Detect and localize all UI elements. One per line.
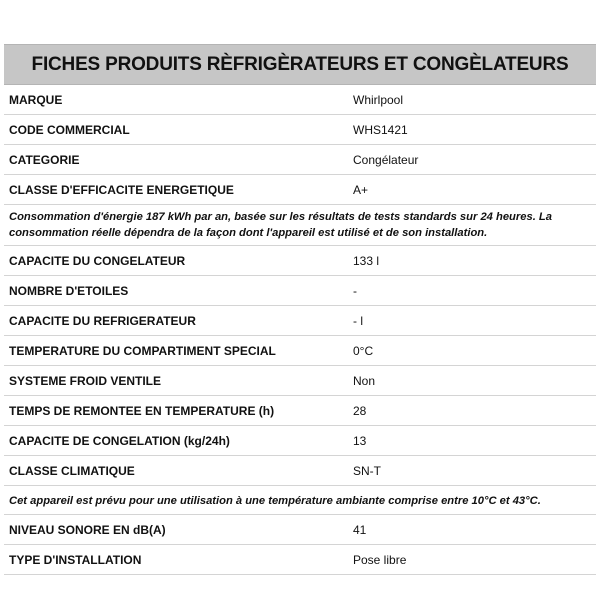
- title-bar: [4, 44, 596, 85]
- spec-row-installation-type: [4, 545, 596, 575]
- spec-label: CLASSE D'EFFICACITE ENERGETIQUE: [9, 182, 234, 197]
- spec-value: -: [353, 283, 357, 298]
- spec-label: CAPACITE DU CONGELATEUR: [9, 253, 186, 268]
- energy-consumption-note: Consommation d'énergie 187 kWh par an, basée sur les résultats de tests standards sur 24 heures. La consommation réelle dépendra de la façon dont l'appareil est utilisé et de son installation.: [4, 205, 596, 246]
- spec-row-freezing-capacity: [4, 426, 596, 456]
- spec-row-noise-level: [4, 515, 596, 545]
- spec-label: CATEGORIE: [9, 152, 80, 167]
- spec-label: MARQUE: [9, 92, 63, 107]
- spec-value: Congélateur: [353, 152, 419, 167]
- spec-row-fridge-capacity: [4, 306, 596, 336]
- spec-label: NIVEAU SONORE EN dB(A): [9, 522, 166, 537]
- spec-row-commercial-code: [4, 115, 596, 145]
- spec-row-star-rating: [4, 276, 596, 306]
- spec-label: TEMPERATURE DU COMPARTIMENT SPECIAL: [9, 343, 276, 358]
- spec-value: 41: [353, 522, 367, 537]
- spec-label: NOMBRE D'ETOILES: [9, 283, 129, 298]
- spec-row-special-compartment-temp: [4, 336, 596, 366]
- spec-label: CODE COMMERCIAL: [9, 122, 130, 137]
- climate-usage-note: Cet appareil est prévu pour une utilisation à une température ambiante comprise entre 10°C et 43°C.: [4, 486, 596, 515]
- spec-row-temperature-rise-time: [4, 396, 596, 426]
- spec-value: 0°C: [353, 343, 374, 358]
- spec-value: - l: [353, 313, 363, 328]
- sheet-title: FICHES PRODUITS RÈFRIGÈRATEURS ET CONGÈLATEURS: [31, 53, 569, 75]
- spec-row-climate-class: [4, 456, 596, 486]
- spec-label: TEMPS DE REMONTEE EN TEMPERATURE (h): [9, 403, 275, 418]
- spec-value: 133 l: [353, 253, 380, 268]
- spec-label: CAPACITE DU REFRIGERATEUR: [9, 313, 196, 328]
- spec-label: SYSTEME FROID VENTILE: [9, 373, 162, 388]
- spec-value: A+: [353, 182, 369, 197]
- spec-row-ventilated-cooling: [4, 366, 596, 396]
- spec-label: CAPACITE DE CONGELATION (kg/24h): [9, 433, 230, 448]
- spec-value: 13: [353, 433, 367, 448]
- spec-value: SN-T: [353, 463, 381, 478]
- spec-value: Pose libre: [353, 552, 407, 567]
- spec-value: WHS1421: [353, 122, 408, 137]
- spec-label: TYPE D'INSTALLATION: [9, 552, 142, 567]
- spec-value: Non: [353, 373, 376, 388]
- spec-label: CLASSE CLIMATIQUE: [9, 463, 135, 478]
- spec-value: Whirlpool: [353, 92, 404, 107]
- spec-row-energy-class: [4, 175, 596, 205]
- spec-row-freezer-capacity: [4, 246, 596, 276]
- spec-row-category: [4, 145, 596, 175]
- spec-row-brand: [4, 85, 596, 115]
- spec-value: 28: [353, 403, 367, 418]
- product-sheet: [4, 44, 596, 575]
